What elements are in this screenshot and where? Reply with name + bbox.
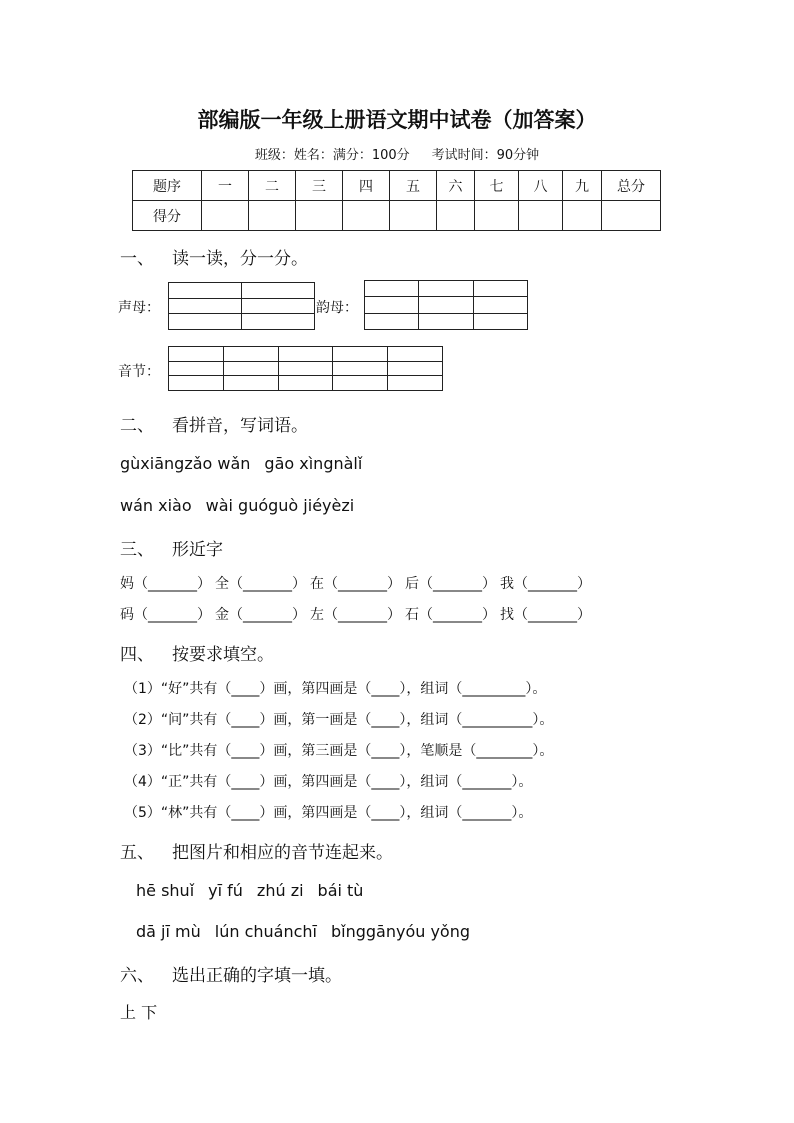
fill-question[interactable]: （3）“比”共有（____）画，第三画是（____），笔顺是（________）。 — [124, 743, 554, 759]
pinyin-word: gùxiāngzǎo wǎn — [120, 454, 251, 473]
grid-cell[interactable] — [242, 298, 315, 314]
yinjie-label: 音节： — [118, 364, 160, 380]
score-table-header — [133, 171, 661, 201]
section-title: 读一读，分一分。 — [172, 249, 308, 269]
grid-cell[interactable] — [419, 281, 473, 297]
header-cell: 四 — [343, 171, 390, 201]
pinyin-word: wán xiào — [120, 496, 192, 515]
shengmu-grid — [168, 282, 315, 330]
section-3-heading — [120, 535, 223, 560]
pinyin-word: wài guóguò jiéyèzi — [205, 496, 355, 515]
char-blank[interactable]: 在（_______） — [310, 576, 401, 592]
section-title: 选出正确的字填一填。 — [172, 966, 342, 986]
section-title: 看拼音，写词语。 — [172, 416, 308, 436]
grid-cell[interactable] — [419, 313, 473, 329]
section-title: 形近字 — [172, 540, 223, 560]
score-cell[interactable] — [343, 201, 390, 231]
section-title: 按要求填空。 — [172, 645, 274, 665]
pinyin-line — [136, 922, 484, 941]
pinyin-line — [120, 454, 376, 473]
section-number: 二、 — [120, 416, 154, 436]
header-cell: 八 — [519, 171, 563, 201]
char-blank[interactable]: 石（_______） — [405, 607, 496, 623]
grid-cell[interactable] — [388, 376, 443, 391]
page-title: 部编版一年级上册语文期中试卷（加答案） — [197, 107, 597, 132]
pinyin-word: zhú zi — [256, 881, 304, 900]
similar-chars-row — [120, 604, 595, 624]
fill-question[interactable]: （5）“林”共有（____）画，第四画是（____），组词（_______）。 — [124, 805, 533, 821]
header-cell: 题序 — [133, 171, 202, 201]
grid-cell[interactable] — [223, 347, 278, 362]
char-blank[interactable]: 我（_______） — [500, 576, 591, 592]
grid-cell[interactable] — [278, 347, 333, 362]
header-cell: 总分 — [602, 171, 661, 201]
fill-question[interactable]: （4）“正”共有（____）画，第四画是（____），组词（_______）。 — [124, 774, 533, 790]
grid-cell[interactable] — [169, 283, 242, 299]
grid-cell[interactable] — [223, 376, 278, 391]
grid-cell[interactable] — [169, 298, 242, 314]
shengmu-label: 声母： — [118, 300, 160, 316]
score-cell[interactable] — [519, 201, 563, 231]
pinyin-line — [120, 496, 368, 515]
yinjie-grid — [168, 346, 443, 391]
section-6-heading — [120, 961, 342, 986]
grid-cell[interactable] — [365, 313, 419, 329]
pinyin-word: bǐnggānyóu yǒng — [330, 922, 471, 941]
section-number: 五、 — [120, 843, 154, 863]
pinyin-word: lún chuánchī — [214, 922, 317, 941]
grid-cell[interactable] — [242, 314, 315, 330]
grid-cell[interactable] — [333, 347, 388, 362]
section-1-heading — [120, 244, 308, 269]
section-number: 四、 — [120, 645, 154, 665]
grid-cell[interactable] — [242, 283, 315, 299]
pinyin-word: dā jī mù — [136, 922, 201, 941]
section-2-heading — [120, 411, 308, 436]
class-name-score: 班级：姓名：满分：100分 — [254, 148, 410, 163]
char-blank[interactable]: 全（_______） — [215, 576, 306, 592]
grid-cell[interactable] — [419, 297, 473, 313]
grid-cell[interactable] — [278, 361, 333, 376]
section-title: 把图片和相应的音节连起来。 — [172, 843, 393, 863]
pinyin-word: hē shuǐ — [136, 881, 195, 900]
grid-cell[interactable] — [473, 297, 527, 313]
score-cell[interactable] — [437, 201, 475, 231]
score-cell[interactable] — [475, 201, 519, 231]
score-cell[interactable] — [602, 201, 661, 231]
header-cell: 二 — [249, 171, 296, 201]
grid-cell[interactable] — [169, 314, 242, 330]
score-cell[interactable] — [390, 201, 437, 231]
grid-cell[interactable] — [169, 361, 224, 376]
fill-question[interactable]: （2）“问”共有（____）画，第一画是（____），组词（__________）。 — [124, 712, 554, 728]
grid-cell[interactable] — [223, 361, 278, 376]
header-cell: 五 — [390, 171, 437, 201]
choice-chars: 上 下 — [120, 1003, 158, 1022]
score-cell[interactable] — [296, 201, 343, 231]
grid-cell[interactable] — [388, 347, 443, 362]
score-cell[interactable] — [563, 201, 602, 231]
section-number: 一、 — [120, 249, 154, 269]
header-cell: 七 — [475, 171, 519, 201]
char-blank[interactable]: 找（_______） — [500, 607, 591, 623]
grid-cell[interactable] — [365, 297, 419, 313]
grid-cell[interactable] — [473, 281, 527, 297]
char-blank[interactable]: 后（_______） — [405, 576, 496, 592]
pinyin-line — [136, 881, 377, 900]
grid-cell[interactable] — [169, 347, 224, 362]
char-blank[interactable]: 码（_______） — [120, 607, 211, 623]
pinyin-word: bái tù — [317, 881, 364, 900]
yunmu-grid — [364, 280, 528, 330]
pinyin-word: yī fú — [208, 881, 243, 900]
score-cell[interactable] — [249, 201, 296, 231]
subtitle — [0, 144, 794, 163]
header-cell: 六 — [437, 171, 475, 201]
grid-cell[interactable] — [333, 376, 388, 391]
section-number: 三、 — [120, 540, 154, 560]
char-blank[interactable]: 妈（_______） — [120, 576, 211, 592]
header-cell: 三 — [296, 171, 343, 201]
char-blank[interactable]: 金（_______） — [215, 607, 306, 623]
header-cell: 九 — [563, 171, 602, 201]
section-4-heading — [120, 640, 274, 665]
similar-chars-row — [120, 573, 595, 593]
grid-cell[interactable] — [388, 361, 443, 376]
grid-cell[interactable] — [473, 313, 527, 329]
grid-cell[interactable] — [365, 281, 419, 297]
row-label: 得分 — [133, 201, 202, 231]
section-5-heading — [120, 838, 393, 863]
grid-cell[interactable] — [333, 361, 388, 376]
exam-time: 考试时间：90分钟 — [431, 148, 540, 163]
score-cell[interactable] — [202, 201, 249, 231]
pinyin-word: gāo xìngnàlǐ — [264, 454, 363, 473]
header-cell: 一 — [202, 171, 249, 201]
section-number: 六、 — [120, 966, 154, 986]
yunmu-label: 韵母： — [316, 300, 358, 316]
score-table-row — [133, 201, 661, 231]
grid-cell[interactable] — [169, 376, 224, 391]
score-table — [132, 170, 661, 231]
fill-question[interactable]: （1）“好”共有（____）画，第四画是（____），组词（_________）。 — [124, 681, 547, 697]
char-blank[interactable]: 左（_______） — [310, 607, 401, 623]
grid-cell[interactable] — [278, 376, 333, 391]
